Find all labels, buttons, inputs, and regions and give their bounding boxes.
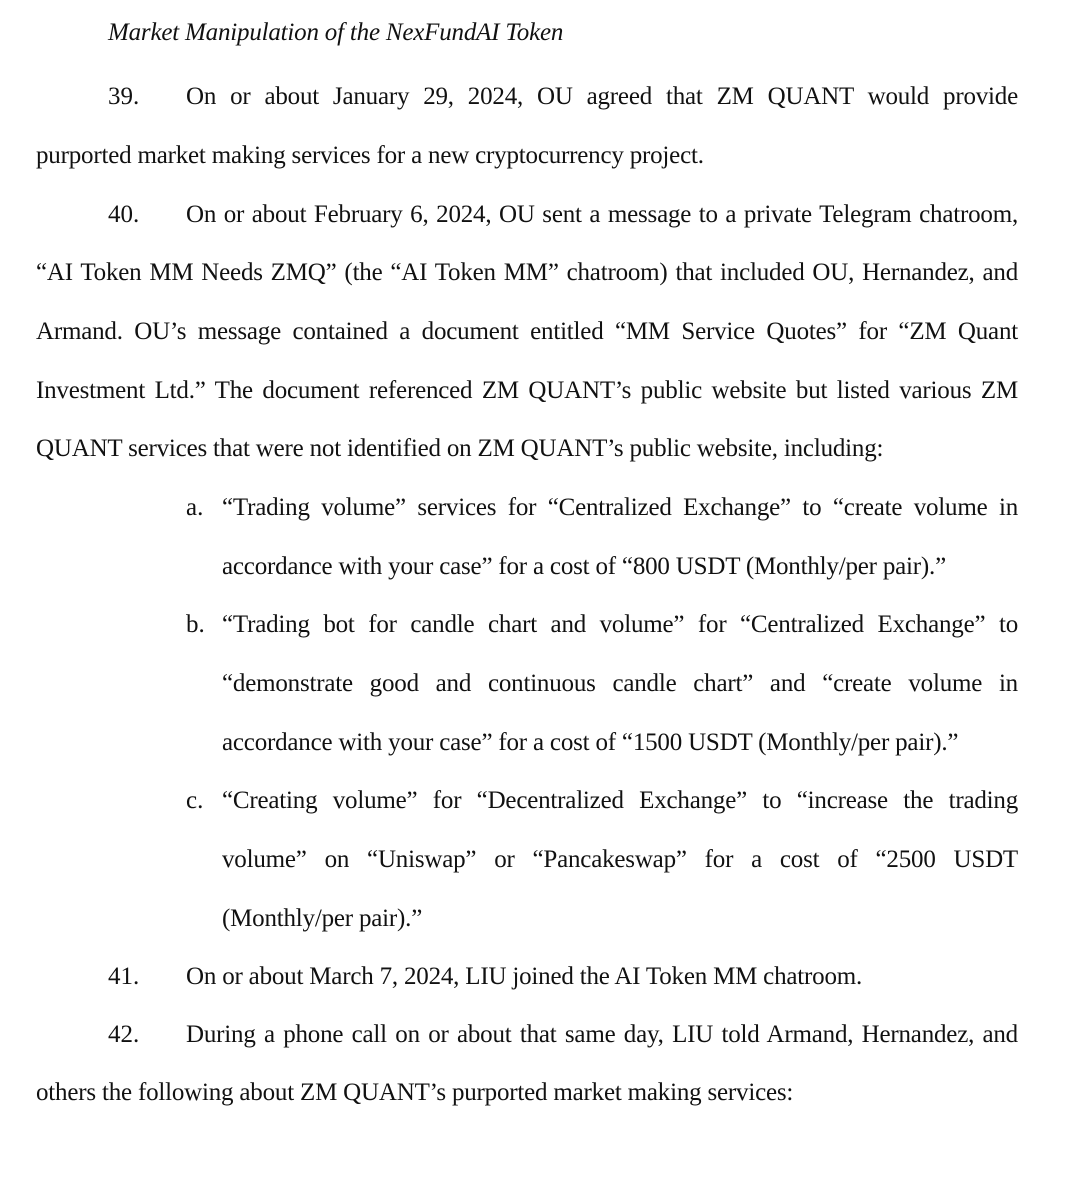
list-item-letter: b.: [186, 611, 205, 638]
paragraph-line: Armand. OU’s message contained a document entitled “MM Service Quotes” for “ZM Quant: [36, 318, 1018, 345]
list-item-letter: a.: [186, 494, 204, 521]
list-item-line: “Creating volume” for “Decentralized Exchange” to “increase the trading: [222, 787, 1018, 814]
list-item-line: accordance with your case” for a cost of “800 USDT (Monthly/per pair).”: [222, 553, 946, 580]
list-item-line: volume” on “Uniswap” or “Pancakeswap” for a cost of “2500 USDT: [222, 846, 1018, 873]
paragraph-number: 42.: [108, 1021, 140, 1048]
paragraph-number: 39.: [108, 83, 140, 110]
list-item-line: accordance with your case” for a cost of “1500 USDT (Monthly/per pair).”: [222, 729, 959, 756]
paragraph-number: 41.: [108, 963, 140, 990]
paragraph-line: Investment Ltd.” The document referenced ZM QUANT’s public website but listed various ZM: [36, 377, 1018, 404]
paragraph-line: QUANT services that were not identified on ZM QUANT’s public website, including:: [36, 435, 884, 462]
paragraph-line: On or about January 29, 2024, OU agreed that ZM QUANT would provide: [186, 83, 1018, 110]
paragraph-line: On or about February 6, 2024, OU sent a message to a private Telegram chatroom,: [186, 201, 1018, 228]
list-item-letter: c.: [186, 787, 204, 814]
paragraph-line: On or about March 7, 2024, LIU joined the AI Token MM chatroom.: [186, 963, 863, 990]
paragraph-line: During a phone call on or about that same day, LIU told Armand, Hernandez, and: [186, 1021, 1018, 1048]
section-heading: Market Manipulation of the NexFundAI Token: [108, 19, 564, 46]
list-item-line: “demonstrate good and continuous candle chart” and “create volume in: [222, 670, 1018, 697]
list-item-line: (Monthly/per pair).”: [222, 905, 423, 932]
paragraph-line: purported market making services for a new cryptocurrency project.: [36, 142, 704, 169]
paragraph-line: others the following about ZM QUANT’s purported market making services:: [36, 1079, 794, 1106]
paragraph-line: “AI Token MM Needs ZMQ” (the “AI Token MM” chatroom) that included OU, Hernandez, and: [36, 259, 1018, 286]
list-item-line: “Trading volume” services for “Centralized Exchange” to “create volume in: [222, 494, 1018, 521]
paragraph-number: 40.: [108, 201, 140, 228]
list-item-line: “Trading bot for candle chart and volume” for “Centralized Exchange” to: [222, 611, 1018, 638]
